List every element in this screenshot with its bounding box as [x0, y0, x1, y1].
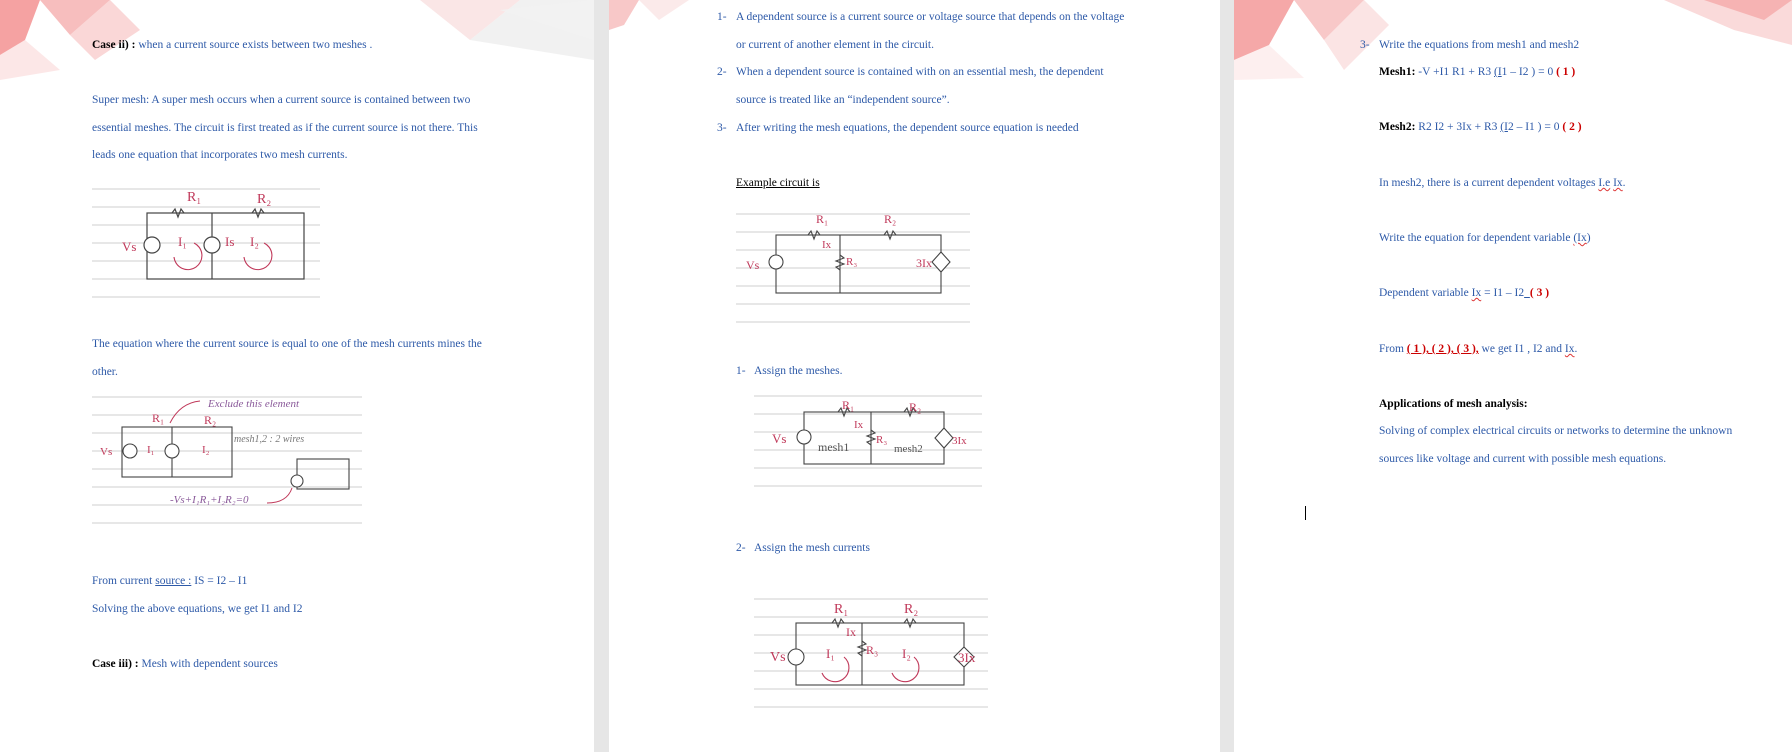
- from-tags: ( 1 ), ( 2 ), ( 3 ),: [1406, 343, 1479, 355]
- list-number: 1-: [717, 11, 727, 23]
- equation-line: The equation where the current source is equal to one of the mesh currents mines the: [92, 338, 482, 350]
- from-source-word: source :: [155, 575, 192, 587]
- list-item-line: source is treated like an “independent source”.: [736, 94, 950, 106]
- fig2-meshes-note: mesh1,2 : 2 wires: [234, 434, 305, 445]
- example-label-ix: Ix: [822, 239, 832, 251]
- mesh1-eq-post: 1 – I2 ) = 0: [1501, 66, 1554, 78]
- mesh1-equation: [1379, 65, 1575, 79]
- assign-currents-sketch: [754, 595, 990, 715]
- case2-label: Case ii) :: [92, 39, 136, 51]
- supermesh-line: leads one equation that incorporates two mesh currents.: [92, 149, 348, 161]
- assign-label-dep: 3Ix: [952, 435, 967, 447]
- supermesh-line: Super mesh: A super mesh occurs when a current source is contained between two: [92, 94, 471, 106]
- write-dep-text: [1379, 231, 1591, 245]
- in-mesh2-ix: Ix: [1613, 177, 1623, 189]
- supermesh-exclude-sketch: [92, 393, 364, 525]
- dep-var-tag: ( 3 ): [1529, 287, 1550, 299]
- assign-meshes-sketch: [754, 392, 984, 492]
- in-mesh2-text: [1379, 176, 1626, 190]
- fig1-label-vs: Vs: [122, 239, 137, 254]
- assign-label-vs: Vs: [772, 431, 787, 446]
- mesh2-eq-mid: (I: [1500, 121, 1508, 133]
- from-dot: .: [1574, 343, 1578, 355]
- case2-heading: [92, 38, 372, 52]
- fig1-label-r2: R₂: [257, 192, 272, 207]
- write-equations-text: Write the equations from mesh1 and mesh2: [1379, 39, 1580, 51]
- fig2-label-vs: Vs: [100, 446, 113, 458]
- mesh2-equation: [1379, 120, 1582, 134]
- case2-text: when a current source exists between two meshes .: [135, 39, 373, 51]
- example-label-vs: Vs: [746, 258, 760, 272]
- mesh1-eq-pre: -V +I1 R1 + R3: [1415, 66, 1494, 78]
- mesh2-label: Mesh2:: [1379, 121, 1416, 133]
- mesh2-tag: ( 2 ): [1562, 121, 1582, 133]
- fig2-label-r2: R₂: [204, 413, 217, 427]
- step-number: 3-: [1360, 39, 1370, 51]
- applications-line: sources like voltage and current with possible mesh equations.: [1379, 453, 1667, 465]
- from-current-source: [92, 574, 247, 588]
- list-number: 3-: [717, 122, 727, 134]
- currents-label-i2: I₂: [902, 646, 911, 661]
- assign-label-mesh2: mesh2: [894, 443, 923, 455]
- applications-title: Applications of mesh analysis:: [1379, 398, 1528, 410]
- in-mesh2-ie: I.e: [1598, 177, 1611, 189]
- from-source-prefix: From current: [92, 575, 156, 587]
- document-page-1: [0, 0, 594, 752]
- list-item-line: A dependent source is a current source or voltage source that depends on the voltage: [736, 11, 1125, 23]
- fig1-label-i2: I₂: [250, 234, 259, 249]
- assign-label-r1: R₁: [842, 398, 855, 412]
- currents-label-dep: 3Ix: [958, 650, 976, 665]
- step-number: 2-: [736, 542, 746, 554]
- example-title: Example circuit is: [736, 177, 820, 189]
- example-circuit-sketch: [736, 210, 972, 326]
- assign-currents-text: Assign the mesh currents: [754, 542, 870, 554]
- assign-meshes-text: Assign the meshes.: [754, 365, 843, 377]
- text-cursor[interactable]: [1305, 506, 1306, 520]
- case3-label: Case iii) :: [92, 658, 139, 670]
- fig1-label-r1: R₁: [187, 190, 202, 205]
- fig1-label-i1: I₁: [178, 234, 187, 249]
- dep-var-ix: Ix: [1471, 287, 1482, 299]
- fig2-label-i1: I₁: [147, 444, 155, 456]
- document-page-3: [1234, 0, 1792, 752]
- write-dep-post: ): [1586, 232, 1591, 244]
- from-pre: From: [1379, 343, 1407, 355]
- solving-text: Solving the above equations, we get I1 and I2: [92, 603, 303, 615]
- equation-line: other.: [92, 366, 118, 378]
- assign-label-r2: R₂: [909, 400, 922, 414]
- list-item-line: or current of another element in the circuit.: [736, 39, 934, 51]
- from-ix: Ix: [1564, 343, 1575, 355]
- mesh1-label: Mesh1:: [1379, 66, 1416, 78]
- in-mesh2-dot: .: [1622, 177, 1626, 189]
- step-number: 1-: [736, 365, 746, 377]
- mesh2-eq-post: 2 – I1 ) = 0: [1507, 121, 1560, 133]
- case3-text: Mesh with dependent sources: [138, 658, 278, 670]
- mesh2-eq-pre: R2 I2 + 3Ix + R3: [1415, 121, 1501, 133]
- fig1-label-is: Is: [225, 234, 235, 249]
- currents-label-i1: I₁: [826, 646, 835, 661]
- fig2-note: Exclude this element: [208, 398, 300, 410]
- write-dep-pre: Write the equation for dependent variable: [1379, 232, 1574, 244]
- list-number: 2-: [717, 66, 727, 78]
- in-mesh2-pre: In mesh2, there is a current dependent voltages: [1379, 177, 1599, 189]
- dep-var-pre: Dependent variable: [1379, 287, 1472, 299]
- currents-label-r2: R₂: [904, 602, 919, 617]
- applications-line: Solving of complex electrical circuits or networks to determine the unknown: [1379, 425, 1733, 437]
- dep-var-mid: = I1 – I2: [1481, 287, 1525, 299]
- dependent-variable-eq: [1379, 286, 1549, 300]
- fig2-label-i2: I₂: [202, 444, 210, 456]
- currents-label-ix: Ix: [846, 625, 856, 639]
- mesh1-eq-mid: (I: [1494, 66, 1502, 78]
- assign-label-ix: Ix: [854, 419, 864, 431]
- supermesh-circuit-sketch: [92, 185, 322, 300]
- currents-label-vs: Vs: [770, 650, 786, 665]
- from-equations-text: [1379, 342, 1577, 356]
- example-label-r2: R₂: [884, 212, 897, 226]
- currents-label-r1: R₁: [834, 602, 849, 617]
- case3-heading: [92, 657, 278, 671]
- assign-label-r3: R₃: [876, 434, 888, 446]
- assign-label-mesh1: mesh1: [818, 440, 850, 454]
- supermesh-line: essential meshes. The circuit is first treated as if the current source is not there. This: [92, 122, 478, 134]
- document-page-2: [609, 0, 1220, 752]
- currents-label-r3: R₃: [866, 643, 879, 657]
- list-item-line: When a dependent source is contained with on an essential mesh, the dependent: [736, 66, 1104, 78]
- mesh1-tag: ( 1 ): [1556, 66, 1576, 78]
- list-item-line: After writing the mesh equations, the dependent source equation is needed: [736, 122, 1079, 134]
- example-label-r1: R₁: [816, 212, 829, 226]
- from-source-eq: IS = I2 – I1: [191, 575, 248, 587]
- from-post: we get I1 , I2 and: [1478, 343, 1565, 355]
- fig2-label-r1: R₁: [152, 411, 165, 425]
- write-dep-ix: (Ix: [1573, 232, 1587, 244]
- example-label-dep: 3Ix: [916, 256, 932, 270]
- fig2-equation: -Vs+I₁R₁+I₂R₂=0: [170, 494, 249, 506]
- example-label-r3: R₃: [846, 256, 858, 268]
